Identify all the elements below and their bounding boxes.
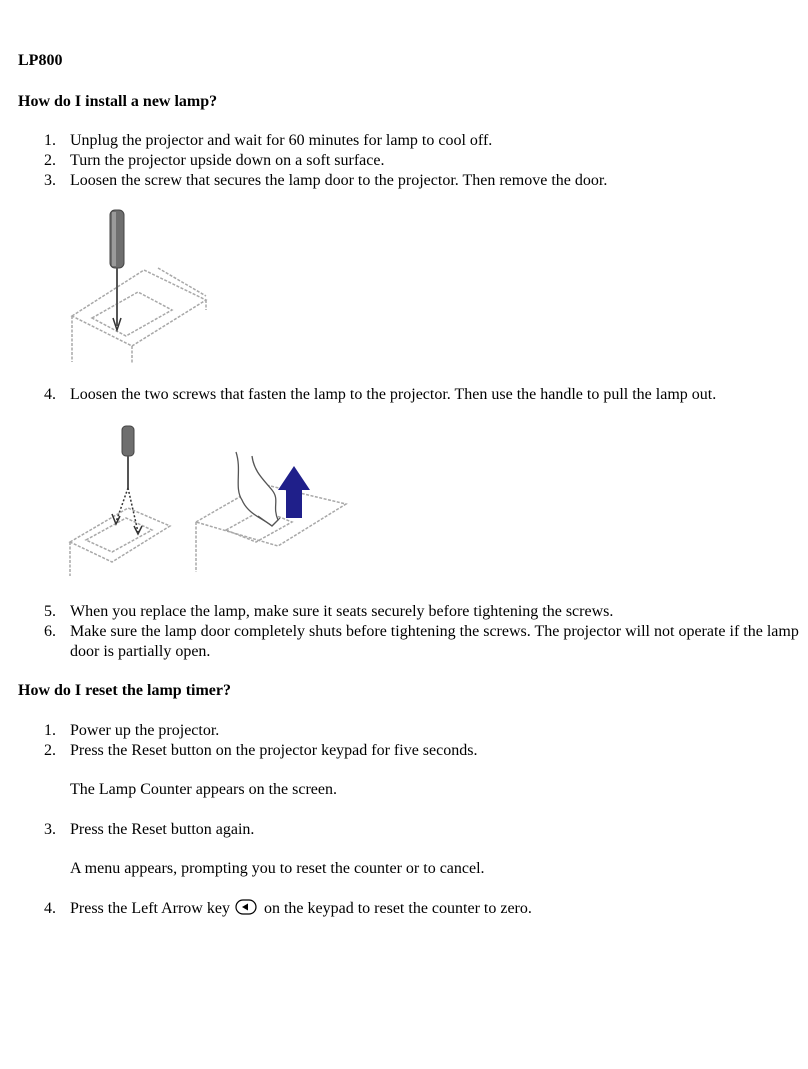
list-text: Press the Reset button again.: [70, 821, 255, 838]
list-number: 3.: [44, 172, 56, 189]
list-text: When you replace the lamp, make sure it seats securely before tightening the screws.: [70, 603, 614, 620]
section-heading-install: How do I install a new lamp?: [18, 93, 218, 110]
list-number: 3.: [44, 821, 56, 838]
lamp-removal-illustration: [66, 422, 356, 582]
list-number: 1.: [44, 132, 56, 149]
list-text: Loosen the screw that secures the lamp door to the projector. Then remove the door.: [70, 172, 608, 189]
list-text: Turn the projector upside down on a soft surface.: [70, 152, 385, 169]
section-heading-reset: How do I reset the lamp timer?: [18, 682, 231, 699]
list-number: 5.: [44, 603, 56, 620]
list-number: 6.: [44, 623, 56, 640]
list-number: 4.: [44, 900, 56, 917]
screwdriver-illustration: [66, 206, 211, 366]
step-note: A menu appears, prompting you to reset the counter or to cancel.: [70, 860, 485, 877]
list-number: 4.: [44, 386, 56, 403]
list-text: [70, 899, 802, 919]
list-number: 2.: [44, 742, 56, 759]
step-note: The Lamp Counter appears on the screen.: [70, 781, 338, 798]
list-text: Press the Reset button on the projector keypad for five seconds.: [70, 742, 478, 759]
list-number: 2.: [44, 152, 56, 169]
list-text: Loosen the two screws that fasten the lamp to the projector. Then use the handle to pull the lamp out.: [70, 386, 717, 403]
list-text: Power up the projector.: [70, 722, 220, 739]
left-arrow-key-icon: [235, 899, 257, 915]
list-text: Make sure the lamp door completely shuts before tightening the screws. The projector will not operate if the lamp door is partially open.: [70, 623, 799, 660]
doc-title: LP800: [18, 52, 63, 69]
list-text-before: Press the Left Arrow key: [70, 900, 230, 917]
list-text-after: on the keypad to reset the counter to zero.: [263, 900, 532, 917]
list-number: 1.: [44, 722, 56, 739]
list-text: Unplug the projector and wait for 60 minutes for lamp to cool off.: [70, 132, 493, 149]
